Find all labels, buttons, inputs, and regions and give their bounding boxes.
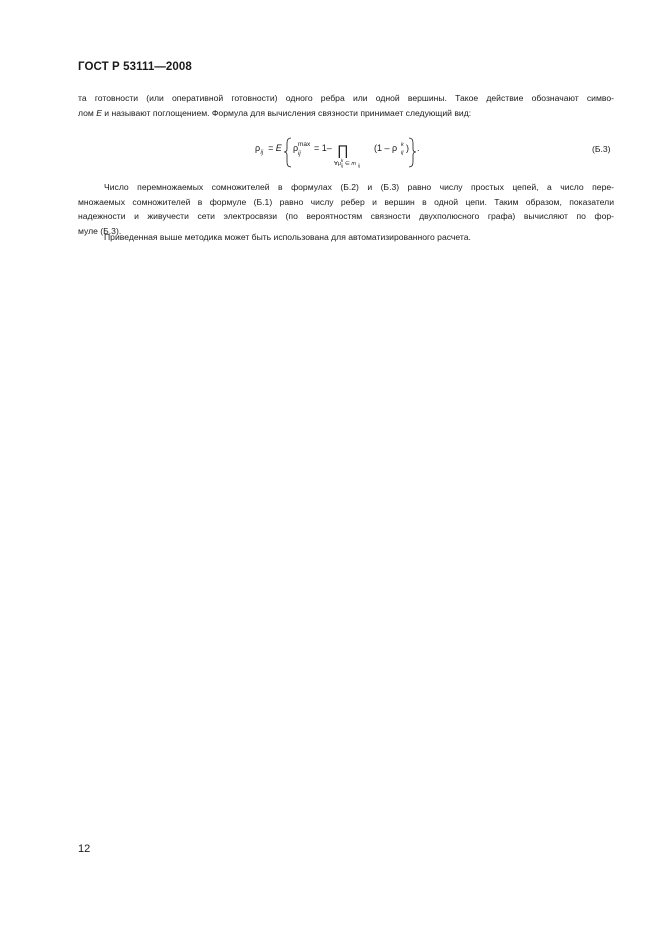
- formula-lhs: ρ: [255, 143, 261, 153]
- paragraph-multipliers-line-3: надежности и живучести сети электросвязи (по вероятностям связности двухполюсного графа) вычисляют по фор-: [78, 211, 614, 221]
- paragraph-intro-line-2: [78, 106, 614, 121]
- text-fragment: и называют поглощением. Формула для вычисления связности принимает следующий вид:: [101, 107, 472, 118]
- document-header: ГОСТ Р 53111—2008: [78, 61, 192, 73]
- product-subscript: ∀μ: [334, 161, 341, 167]
- formula-rho-max: ρ: [293, 143, 299, 153]
- formula-graphic: [255, 134, 425, 170]
- text-fragment: лом: [78, 107, 97, 118]
- variable-e: E: [96, 107, 102, 118]
- product-symbol: ∏: [337, 142, 349, 158]
- formula-equals-e: = E: [268, 143, 282, 153]
- left-brace: [284, 138, 291, 167]
- equation-number: (Б.3): [592, 144, 611, 154]
- formula-rho-max-subscript: ij: [298, 151, 301, 157]
- right-brace: [409, 138, 416, 167]
- formula-factor-superscript: k: [401, 142, 404, 148]
- product-subscript-rest: ∈ m: [345, 161, 356, 167]
- paragraph-multipliers-line-2: множаемых сомножителей в формуле (Б.1) равно числу ребер и вершин в одной цепи. Таким образом, показатели: [78, 196, 614, 207]
- formula-minus: = 1–: [314, 143, 332, 153]
- paragraph-intro-line-1: та готовности (или оперативной готовности) одного ребра или одной вершины. Такое действие обозначают симво-: [78, 93, 614, 103]
- paragraph-multipliers-line-1: Число перемножаемых сомножителей в формулах (Б.2) и (Б.3) равно числу простых цепей, а число пере-: [104, 182, 614, 192]
- paragraph-intro: [78, 91, 614, 120]
- formula-rho-max-superscript: max: [298, 141, 311, 148]
- product-subscript-ij: ij: [341, 163, 343, 168]
- paragraph-method-line-1: Приведенная выше методика может быть использована для автоматизированного расчета.: [104, 232, 471, 242]
- formula-b3: [255, 134, 425, 170]
- formula-factor-close: ): [406, 143, 409, 153]
- product-subscript-k: k: [341, 158, 344, 163]
- paragraph-multipliers-line-4: муле (Б.3).: [78, 225, 122, 236]
- formula-factor-subscript: ij: [401, 150, 404, 156]
- formula-trailing-period: .: [417, 143, 420, 153]
- page-number: 12: [78, 843, 91, 855]
- product-subscript-m-ij: ij: [358, 163, 360, 168]
- paragraph-method: [78, 230, 614, 245]
- formula-lhs-subscript: ij: [260, 150, 264, 156]
- formula-factor: (1 – ρ: [374, 143, 398, 153]
